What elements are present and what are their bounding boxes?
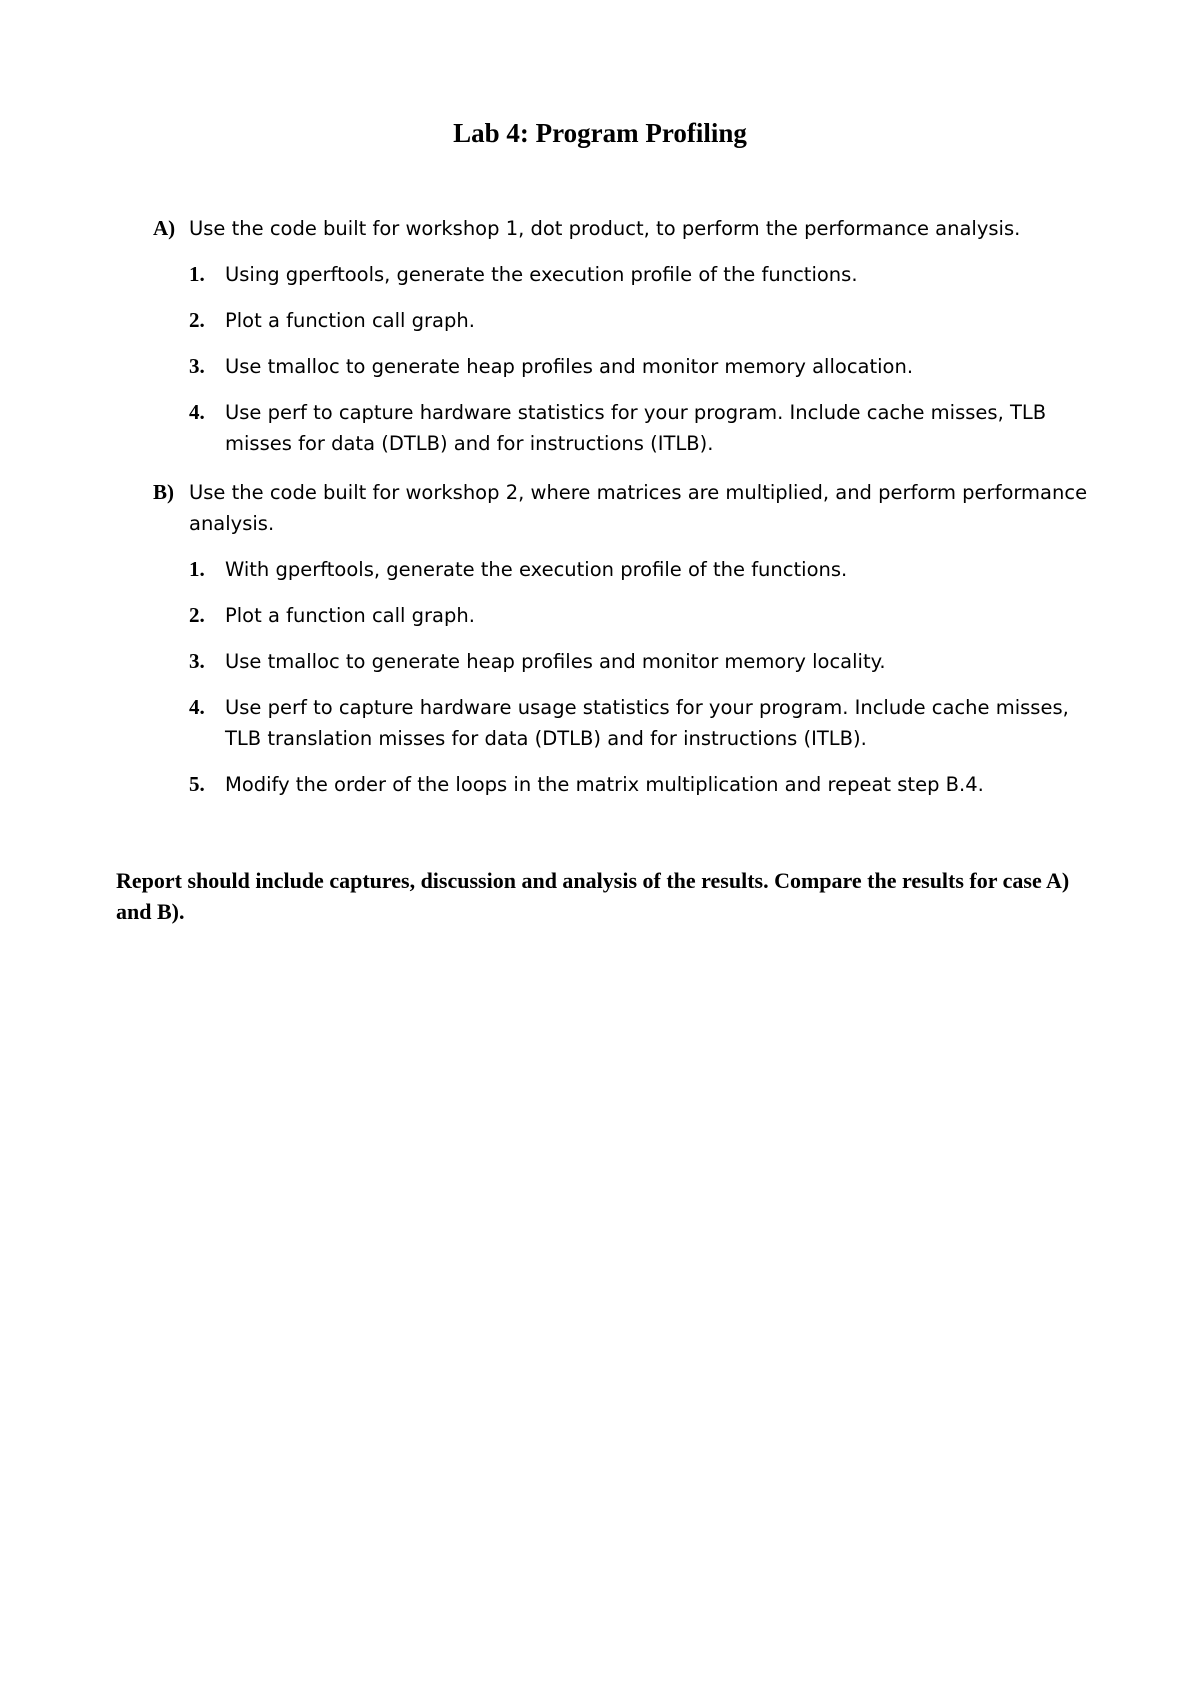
item-number: 4. (189, 400, 205, 424)
list-item (153, 305, 1093, 336)
item-text: Use tmalloc to generate heap profiles and monitor memory locality. (225, 650, 886, 673)
item-number: 1. (189, 262, 205, 286)
item-number: 4. (189, 695, 205, 719)
item-number: 5. (189, 772, 205, 796)
list-item (153, 351, 1093, 382)
item-text: With gperftools, generate the execution profile of the functions. (225, 558, 848, 581)
list-item (153, 769, 1093, 800)
item-text: Use perf to capture hardware usage statistics for your program. Include cache misses, TLB translation misses for data (DTLB) and for instructions (ITLB). (225, 696, 1069, 750)
section-a (153, 213, 1093, 474)
item-number: 2. (189, 308, 205, 332)
item-text: Using gperftools, generate the execution profile of the functions. (225, 263, 858, 286)
item-text: Modify the order of the loops in the matrix multiplication and repeat step B.4. (225, 773, 984, 796)
section-a-items (153, 259, 1093, 459)
section-b-heading (153, 477, 1093, 539)
list-item (153, 600, 1093, 631)
section-b (153, 477, 1093, 815)
item-number: 3. (189, 649, 205, 673)
list-item (153, 554, 1093, 585)
item-text: Plot a function call graph. (225, 604, 475, 627)
section-b-items (153, 554, 1093, 800)
item-number: 1. (189, 557, 205, 581)
list-item (153, 646, 1093, 677)
section-b-letter: B) (153, 480, 174, 504)
item-text: Plot a function call graph. (225, 309, 475, 332)
item-number: 2. (189, 603, 205, 627)
list-item (153, 397, 1093, 459)
report-note: Report should include captures, discussion and analysis of the results. Compare the results for case A) and B). (116, 868, 1070, 924)
item-number: 3. (189, 354, 205, 378)
section-a-text: Use the code built for workshop 1, dot product, to perform the performance analysis. (189, 217, 1021, 240)
item-text: Use perf to capture hardware statistics for your program. Include cache misses, TLB misses for data (DTLB) and for instructions (ITLB). (225, 401, 1047, 455)
list-item (153, 692, 1093, 754)
item-text: Use tmalloc to generate heap profiles and monitor memory allocation. (225, 355, 914, 378)
list-item (153, 259, 1093, 290)
page-title: Lab 4: Program Profiling (453, 118, 747, 148)
section-a-heading (153, 213, 1093, 244)
section-b-text: Use the code built for workshop 2, where matrices are multiplied, and perform performance analysis. (189, 481, 1088, 535)
section-a-letter: A) (153, 216, 176, 240)
